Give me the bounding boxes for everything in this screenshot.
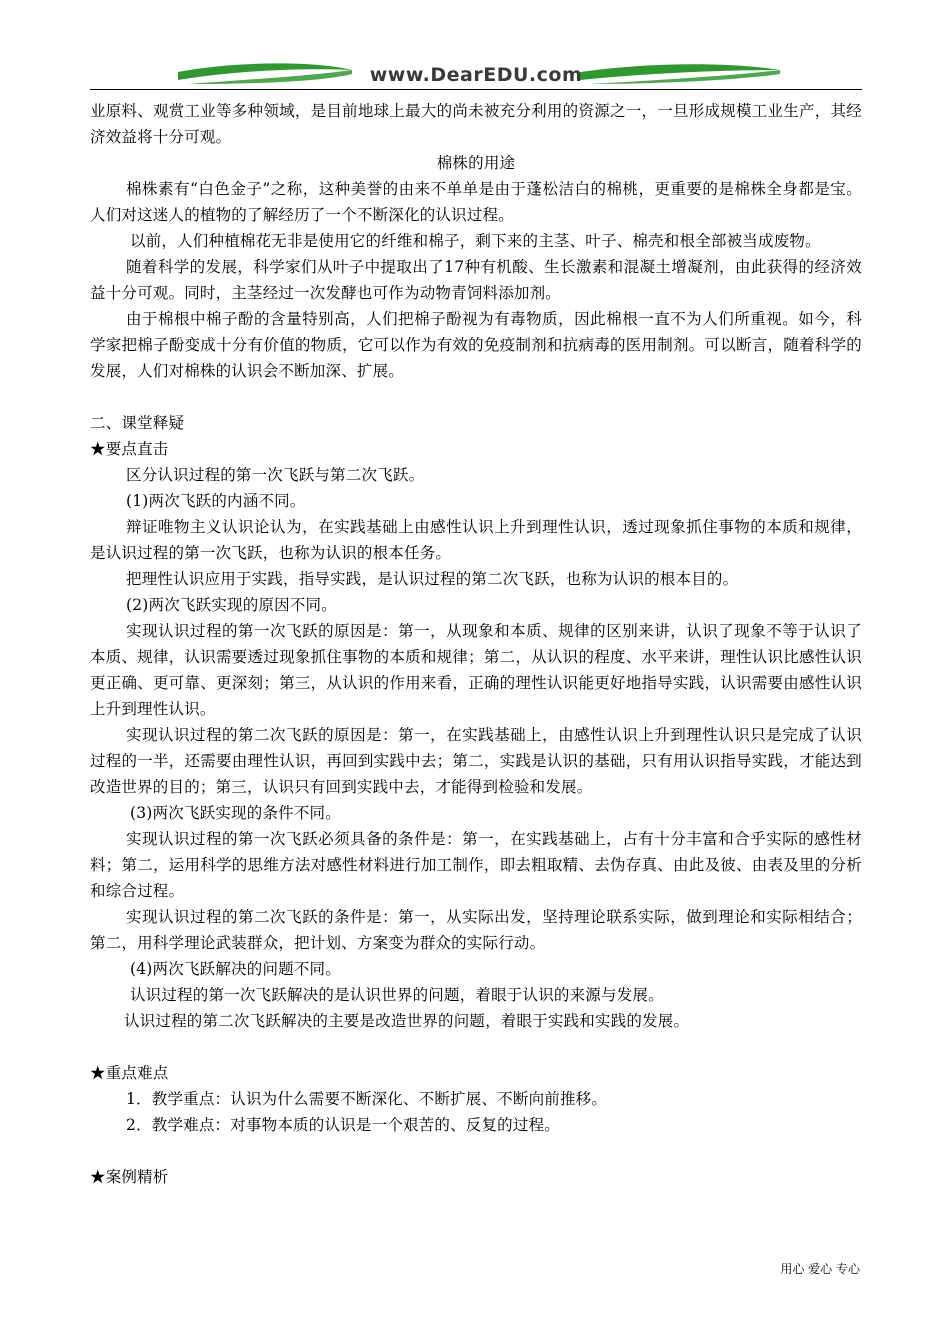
paragraph: 以前，人们种植棉花无非是使用它的纤维和棉子，剩下来的主茎、叶子、棉壳和根全部被当成废物。 <box>130 232 821 250</box>
paragraph: 认识过程的第一次飞跃解决的是认识世界的问题，着眼于认识的来源与发展。 <box>130 986 664 1004</box>
paragraph: 区分认识过程的第一次飞跃与第二次飞跃。 <box>126 466 425 484</box>
list-item: 2．教学难点：对事物本质的认识是一个艰苦的、反复的过程。 <box>126 1116 560 1134</box>
subsection-heading: ★案例精析 <box>90 1168 169 1186</box>
spacer <box>90 384 862 410</box>
section-heading: 二、课堂释疑 <box>90 414 185 432</box>
paragraph: 业原料、观赏工业等多种领域，是目前地球上最大的尚未被充分利用的资源之一，一旦形成规模工业生产，其经济效益将十分可观。 <box>90 102 862 146</box>
paragraph: 棉株素有“白色金子”之称，这种美誉的由来不单单是由于蓬松洁白的棉桃，更重要的是棉株全身都是宝。人们对这迷人的植物的了解经历了一个不断深化的认识过程。 <box>90 180 862 224</box>
subsection-heading: ★要点直击 <box>90 440 169 458</box>
list-heading: (4)两次飞跃解决的问题不同。 <box>130 960 341 978</box>
paragraph: 认识过程的第二次飞跃解决的主要是改造世界的问题，着眼于实践和实践的发展。 <box>124 1012 690 1030</box>
list-heading: (3)两次飞跃实现的条件不同。 <box>130 804 341 822</box>
subsection-heading: ★重点难点 <box>90 1064 169 1082</box>
page-footer: 用心 爱心 专心 <box>780 1262 860 1276</box>
paragraph: 实现认识过程的第二次飞跃的原因是：第一，在实践基础上，由感性认识上升到理性认识只是完成了认识过程的一半，还需要由理性认识，再回到实践中去；第二，实践是认识的基础，只有用认识指导实践，才能达到改造世界的目的；第三，认识只有回到实践中去，才能得到检验和发展。 <box>90 726 862 796</box>
paragraph: 把理性认识应用于实践，指导实践，是认识过程的第二次飞跃，也称为认识的根本目的。 <box>126 570 739 588</box>
paragraph: 辩证唯物主义认识论认为，在实践基础上由感性认识上升到理性认识，透过现象抓住事物的本质和规律，是认识过程的第一次飞跃，也称为认识的根本任务。 <box>90 518 862 562</box>
paragraph: 随着科学的发展，科学家们从叶子中提取出了17种有机酸、生长激素和混凝土增凝剂，由此获得的经济效益十分可观。同时，主茎经过一次发酵也可作为动物青饲料添加剂。 <box>90 258 862 302</box>
document-body <box>90 98 862 1190</box>
header-divider <box>90 89 862 90</box>
paragraph: 实现认识过程的第一次飞跃必须具备的条件是：第一，在实践基础上，占有十分丰富和合乎实际的感性材料；第二，运用科学的思维方法对感性材料进行加工制作，即去粗取精、去伪存真、由此及彼、由表及里的分析和综合过程。 <box>90 830 862 900</box>
paragraph: 实现认识过程的第一次飞跃的原因是：第一，从现象和本质、规律的区别来讲，认识了现象不等于认识了本质、规律，认识需要透过现象抓住事物的本质和规律；第二，从认识的程度、水平来讲，理性认识比感性认识更正确、更可靠、更深刻；第三，从认识的作用来看，正确的理性认识能更好地指导实践，认识需要由感性认识上升到理性认识。 <box>90 622 862 718</box>
spacer <box>90 1138 862 1164</box>
section-title: 棉株的用途 <box>436 154 516 172</box>
paragraph: 实现认识过程的第二次飞跃的条件是：第一，从实际出发，坚持理论联系实际，做到理论和实际相结合；第二，用科学理论武装群众，把计划、方案变为群众的实际行动。 <box>90 908 862 952</box>
spacer <box>90 1034 862 1060</box>
site-logo: www.DearEDU.com <box>369 64 583 86</box>
list-item: 1．教学重点：认识为什么需要不断深化、不断扩展、不断向前推移。 <box>126 1090 608 1108</box>
list-heading: (1)两次飞跃的内涵不同。 <box>126 492 306 510</box>
list-heading: (2)两次飞跃实现的原因不同。 <box>126 596 337 614</box>
page-header <box>90 58 862 90</box>
paragraph: 由于棉根中棉子酚的含量特别高，人们把棉子酚视为有毒物质，因此棉根一直不为人们所重视。如今，科学家把棉子酚变成十分有价值的物质，它可以作为有效的免疫制剂和抗病毒的医用制剂。可以断言，随着科学的发展，人们对棉株的认识会不断加深、扩展。 <box>90 310 862 380</box>
